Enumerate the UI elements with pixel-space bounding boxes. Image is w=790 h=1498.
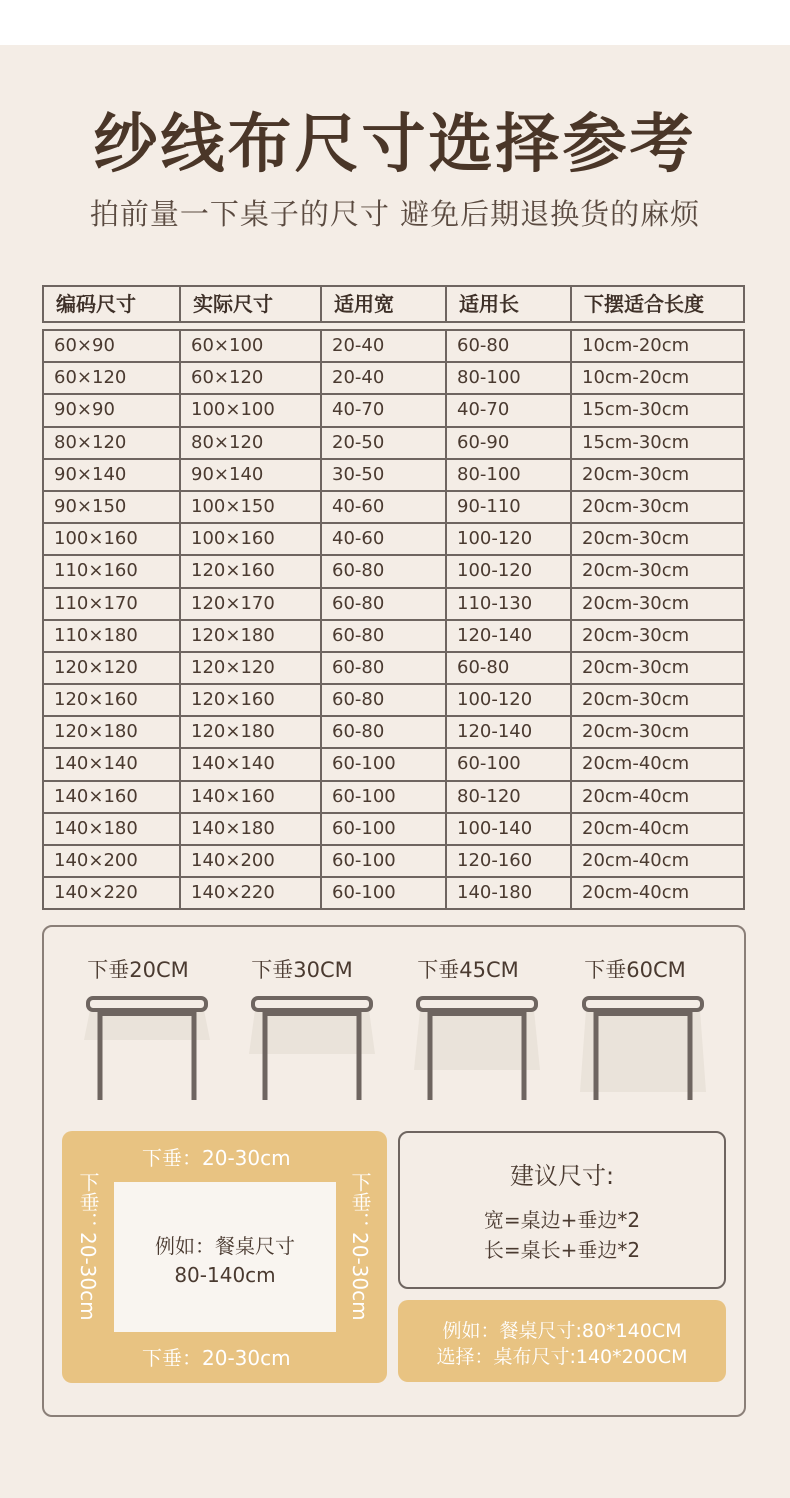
- table-cell: 90×150: [44, 492, 181, 522]
- table-cell: 140×140: [181, 749, 322, 779]
- table-drop-30-illustration: [247, 992, 377, 1104]
- example-cloth-size: 选择：桌布尺寸:140*200CM: [436, 1346, 688, 1368]
- table-row: [44, 846, 743, 878]
- example-table-size: 例如：餐桌尺寸:80*140CM: [442, 1320, 682, 1342]
- table-cell: 40-70: [322, 395, 447, 425]
- table-cell: 60×90: [44, 331, 181, 361]
- table-cell: 100×160: [44, 524, 181, 554]
- table-cell: 110-130: [447, 589, 572, 619]
- table-cell: 140×160: [181, 782, 322, 812]
- table-cell: 90×140: [181, 460, 322, 490]
- table-row: [44, 685, 743, 717]
- table-cell: 60-80: [322, 653, 447, 683]
- table-cell: 20cm-30cm: [582, 463, 690, 485]
- table-cell: 10cm-20cm: [582, 335, 690, 356]
- table-cell: 15cm-30cm: [582, 399, 690, 421]
- table-cell: 120×160: [44, 685, 181, 715]
- table-row: [44, 428, 743, 460]
- table-cell: 60-100: [322, 782, 447, 812]
- table-cell: 60-80: [322, 685, 447, 715]
- table-cell: 40-60: [322, 524, 447, 554]
- table-row: [44, 492, 743, 524]
- table-cell: 60-100: [322, 749, 447, 779]
- table-cell: 60-100: [322, 814, 447, 844]
- table-cell: 110×160: [44, 556, 181, 586]
- top-strip: [0, 0, 790, 45]
- diagram-example-line1: 例如：餐桌尺寸: [155, 1234, 295, 1258]
- table-cell: 20cm-40cm: [582, 882, 690, 904]
- table-cell: 100×100: [181, 395, 322, 425]
- table-cell: 90-110: [447, 492, 572, 522]
- table-row: [44, 524, 743, 556]
- table-cell: 20cm-30cm: [582, 721, 690, 743]
- table-cell: 80×120: [181, 428, 322, 458]
- table-cell: 100-120: [447, 524, 572, 554]
- table-row: [44, 556, 743, 588]
- table-cell: 80×120: [44, 428, 181, 458]
- table-cell: 140×140: [44, 749, 181, 779]
- table-cell: 40-60: [322, 492, 447, 522]
- table-cell: 30-50: [322, 460, 447, 490]
- table-cell: 140×200: [181, 846, 322, 876]
- drop-left-label: 下垂：20-30cm: [76, 1172, 100, 1321]
- table-row: [44, 331, 743, 363]
- table-header-cell: 适用宽: [322, 287, 447, 321]
- table-cell: 120-160: [447, 846, 572, 876]
- table-header-cell: 编码尺寸: [44, 287, 181, 321]
- page-title: 纱线布尺寸选择参考: [93, 108, 697, 182]
- table-cell: 20cm-40cm: [582, 785, 690, 807]
- table-cell: 20cm-30cm: [582, 528, 690, 550]
- table-row: [44, 717, 743, 749]
- table-cell: 20cm-30cm: [582, 689, 690, 711]
- table-cell: 15cm-30cm: [582, 431, 690, 453]
- table-cell: 60×120: [181, 363, 322, 393]
- table-row: [44, 460, 743, 492]
- table-cell: 140×180: [44, 814, 181, 844]
- table-cell: 100-120: [447, 556, 572, 586]
- table-cell: 140×180: [181, 814, 322, 844]
- table-cell: 60-80: [322, 589, 447, 619]
- table-row: [44, 589, 743, 621]
- table-drop-20-illustration: [82, 992, 212, 1104]
- table-cell: 20cm-30cm: [582, 624, 690, 646]
- table-cell: 120-140: [447, 717, 572, 747]
- table-row: [44, 363, 743, 395]
- suggest-title: 建议尺寸:: [509, 1162, 615, 1190]
- table-cell: 60-80: [447, 653, 572, 683]
- table-cell: 140×220: [181, 878, 322, 908]
- drop-label-20: 下垂20CM: [87, 958, 189, 982]
- table-cell: 60-90: [447, 428, 572, 458]
- table-row: [44, 878, 743, 910]
- table-cell: 20cm-30cm: [582, 656, 690, 678]
- table-cell: 80-100: [447, 363, 572, 393]
- table-cell: 60-100: [322, 846, 447, 876]
- table-cell: 60×100: [181, 331, 322, 361]
- table-cell: 120×120: [44, 653, 181, 683]
- table-cell: 20cm-30cm: [582, 495, 690, 517]
- table-cell: 80-120: [447, 782, 572, 812]
- table-row: [44, 814, 743, 846]
- table-cell: 120×180: [44, 717, 181, 747]
- page-subtitle: 拍前量一下桌子的尺寸 避免后期退换货的麻烦: [89, 197, 701, 231]
- diagram-example-line2: 80-140cm: [174, 1263, 276, 1287]
- table-cell: 120×180: [181, 717, 322, 747]
- table-cell: 100×160: [181, 524, 322, 554]
- drop-top-label: 下垂：20-30cm: [142, 1146, 291, 1170]
- table-cell: 110×180: [44, 621, 181, 651]
- table-cell: 100-120: [447, 685, 572, 715]
- table-cell: 120×160: [181, 556, 322, 586]
- table-cell: 120×120: [181, 653, 322, 683]
- table-header-cell: 适用长: [447, 287, 572, 321]
- table-cell: 100×150: [181, 492, 322, 522]
- table-cell: 90×90: [44, 395, 181, 425]
- table-cell: 60-80: [322, 621, 447, 651]
- drop-bottom-label: 下垂：20-30cm: [142, 1346, 291, 1370]
- table-drop-60-illustration: [578, 992, 708, 1104]
- size-table-body: [42, 329, 745, 910]
- table-cell: 120-140: [447, 621, 572, 651]
- table-cell: 110×170: [44, 589, 181, 619]
- table-cell: 20cm-30cm: [582, 592, 690, 614]
- table-header-cell: 实际尺寸: [181, 287, 322, 321]
- table-row: [44, 621, 743, 653]
- table-cell: 20-40: [322, 331, 447, 361]
- table-cell: 140-180: [447, 878, 572, 908]
- drop-label-30: 下垂30CM: [251, 958, 353, 982]
- table-cell: 20cm-40cm: [582, 817, 690, 839]
- table-row: [44, 782, 743, 814]
- table-cell: 60-80: [447, 331, 572, 361]
- table-cell: 140×160: [44, 782, 181, 812]
- table-row: [44, 395, 743, 427]
- size-table-header: [42, 285, 745, 323]
- table-cell: 20-50: [322, 428, 447, 458]
- drop-right-label: 下垂：20-30cm: [348, 1172, 372, 1321]
- table-cell: 120×170: [181, 589, 322, 619]
- suggest-width-formula: 宽=桌边+垂边*2: [483, 1208, 641, 1232]
- table-header-cell: 下摆适合长度: [584, 292, 704, 316]
- table-cell: 10cm-20cm: [582, 367, 690, 389]
- table-cell: 90×140: [44, 460, 181, 490]
- suggest-length-formula: 长=桌长+垂边*2: [483, 1238, 641, 1262]
- table-cell: 40-70: [447, 395, 572, 425]
- table-drop-45-illustration: [412, 992, 542, 1104]
- table-cell: 60-80: [322, 556, 447, 586]
- table-cell: 120×160: [181, 685, 322, 715]
- table-cell: 60-100: [447, 749, 572, 779]
- table-cell: 60×120: [44, 363, 181, 393]
- table-cell: 20cm-40cm: [582, 850, 690, 871]
- drop-label-45: 下垂45CM: [417, 958, 519, 982]
- table-cell: 20cm-30cm: [582, 560, 690, 582]
- table-cell: 20cm-40cm: [582, 753, 690, 775]
- table-cell: 20-40: [322, 363, 447, 393]
- table-cell: 140×220: [44, 878, 181, 908]
- table-cell: 120×180: [181, 621, 322, 651]
- table-row: [44, 749, 743, 781]
- table-row: [44, 653, 743, 685]
- table-cell: 100-140: [447, 814, 572, 844]
- table-cell: 80-100: [447, 460, 572, 490]
- table-cell: 60-100: [322, 878, 447, 908]
- table-cell: 60-80: [322, 717, 447, 747]
- table-cell: 140×200: [44, 846, 181, 876]
- drop-label-60: 下垂60CM: [584, 958, 686, 982]
